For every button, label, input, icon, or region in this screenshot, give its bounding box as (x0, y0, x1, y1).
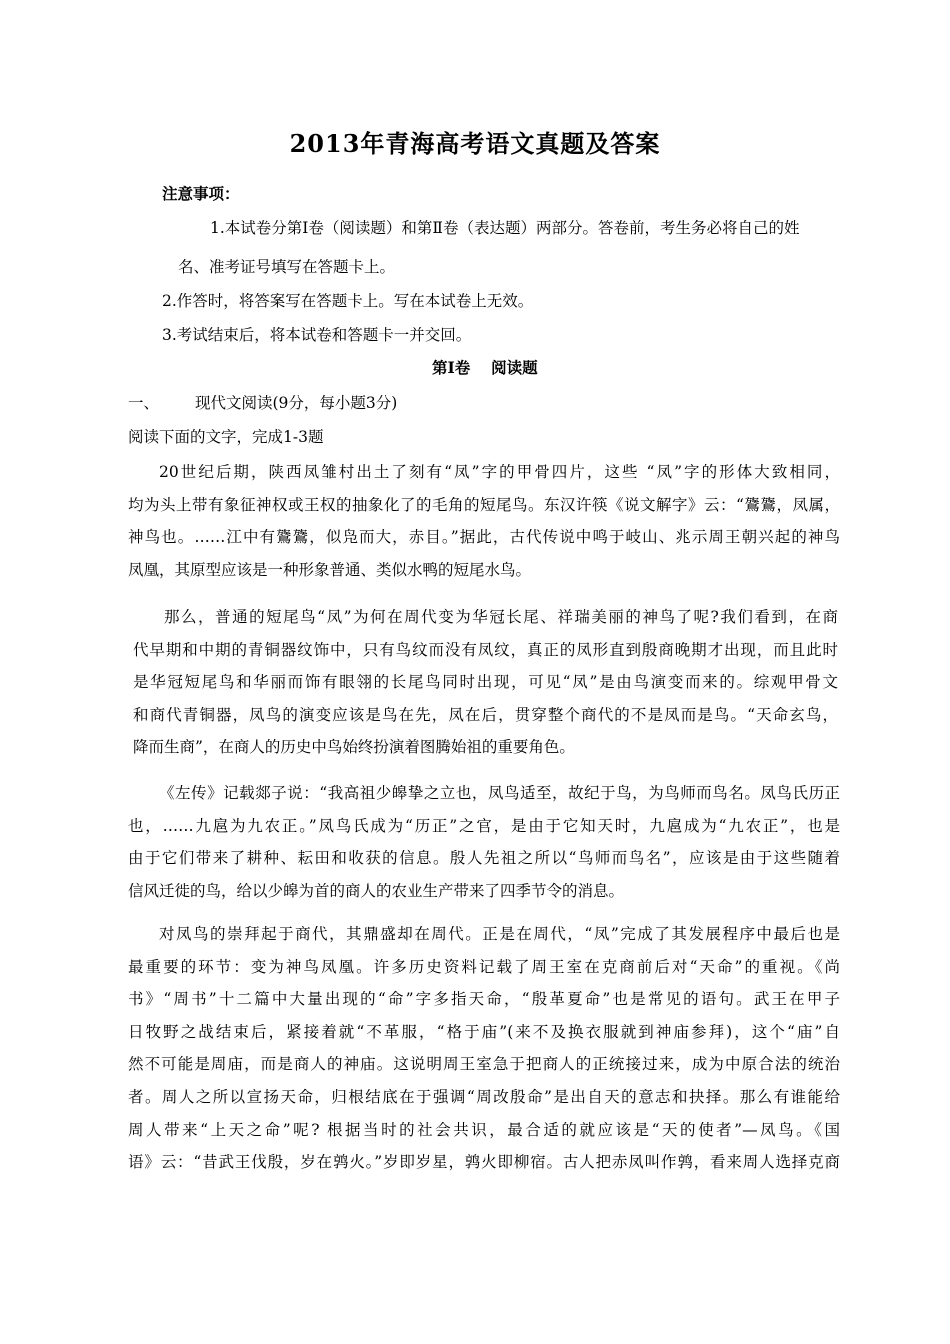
paragraph-line: 均为头上带有象征神权或王权的抽象化了的毛角的短尾鸟。东汉许筷《说文解字》云：“鷟鷟，凤属， (128, 495, 840, 514)
notice-item-1-cont: 名、准考证号填写在答题卡上。 (178, 258, 396, 276)
paragraph-3 (128, 777, 840, 907)
page-title: 2013年青海高考语文真题及答案 (289, 129, 661, 158)
paragraph-line: 对凤鸟的崇拜起于商代，其鼎盛却在周代。正是在周代，“凤”完成了其发展程序中最后也是 (159, 925, 840, 943)
paragraph-1 (128, 456, 840, 586)
paragraph-line: 日牧野之战结束后，紧接着就“不革服，“格于庙”(来不及换衣服就到神庙参拜)，这个“庙”自 (128, 1022, 840, 1041)
paragraph-line: 最重要的环节：变为神鸟凤凰。许多历史资料记载了周王室在克商前后对“天命”的重视。《尚 (128, 957, 840, 976)
paragraph-line: 是华冠短尾鸟和华丽而饰有眼翎的长尾鸟同时出现，可见“凤”是由鸟演变而来的。综观甲骨文 (133, 673, 838, 692)
paragraph-line: 也，……九扈为九农正。”凤鸟氏成为“历正”之官，是由于它知天时，九扈成为“九农正”，也是 (128, 816, 840, 835)
paragraph-line: 凤凰，其原型应该是一种形象普通、类似水鸭的短尾水鸟。 (128, 560, 532, 579)
paragraph-4 (128, 918, 840, 1179)
reading-instruction: 阅读下面的文字，完成1-3题 (128, 428, 324, 446)
paragraph-line: 者。周人之所以宣扬天命，归根结底在于强调“周改殷命”是出自天的意志和抉择。那么有谁能给 (128, 1087, 840, 1106)
paragraph-line: 信风迁徙的鸟，给以少皞为首的商人的农业生产带来了四季节令的消息。 (128, 881, 625, 900)
notice-heading: 注意事项： (162, 184, 240, 203)
paragraph-line: 20世纪后期，陕西凤雏村出土了刻有“凤”字的甲骨四片，这些 “凤”字的形体大致相同， (159, 463, 840, 481)
notice-item-3: 3.考试结束后，将本试卷和答题卡一并交回。 (162, 326, 472, 344)
notice-item-1: 1.本试卷分第Ⅰ卷（阅读题）和第Ⅱ卷（表达题）两部分。答卷前，考生务必将自己的姓 (210, 219, 800, 237)
paragraph-line: 周人带来“上天之命”呢? 根据当时的社会共识，最合适的就应该是“天的使者”—凤鸟。《国 (128, 1120, 840, 1139)
paragraph-2 (133, 601, 838, 764)
paragraph-line: 降而生商”，在商人的历史中鸟始终扮演着图腾始祖的重要角色。 (133, 738, 575, 757)
paragraph-line: 那么，普通的短尾鸟“凤”为何在周代变为华冠长尾、祥瑞美丽的神鸟了呢?我们看到，在商 (164, 608, 838, 626)
paragraph-line: 然不可能是周庙，而是商人的神庙。这说明周王室急于把商人的正统接过来，成为中原合法的统治 (128, 1055, 840, 1074)
paragraph-line: 神鸟也。……江中有鷟鷟，似凫而大，赤目。”据此，古代传说中鸣于岐山、兆示周王朝兴起的神鸟 (128, 528, 840, 547)
part-number: 一、 (128, 394, 160, 412)
part-title: 现代文阅读(9分，每小题3分) (195, 394, 398, 412)
paragraph-line: 和商代青铜器，凤鸟的演变应该是鸟在先，凤在后，贯穿整个商代的不是凤而是鸟。“天命玄鸟， (133, 705, 838, 724)
section-title: 第Ⅰ卷 阅读题 (432, 358, 538, 377)
paragraph-line: 书》“周书”十二篇中大量出现的“命”字多指天命，“殷革夏命”也是常见的语句。武王在甲子 (128, 990, 840, 1009)
paragraph-line: 《左传》记载郯子说：“我高祖少皞挚之立也，凤鸟适至，故纪于鸟，为鸟师而鸟名。凤鸟氏历正 (159, 784, 840, 802)
notice-item-2: 2.作答时，将答案写在答题卡上。写在本试卷上无效。 (162, 292, 534, 310)
paragraph-line: 语》云：“昔武王伐殷，岁在鹑火。”岁即岁星，鹑火即柳宿。古人把赤凤叫作鹑，看来周人选择克商 (128, 1153, 840, 1172)
paragraph-line: 由于它们带来了耕种、耘田和收获的信息。殷人先祖之所以“鸟师而鸟名”，应该是由于这些随着 (128, 849, 840, 868)
paragraph-line: 代早期和中期的青铜器纹饰中，只有鸟纹而没有凤纹，真正的凤形直到殷商晚期才出现，而且此时 (133, 640, 838, 659)
